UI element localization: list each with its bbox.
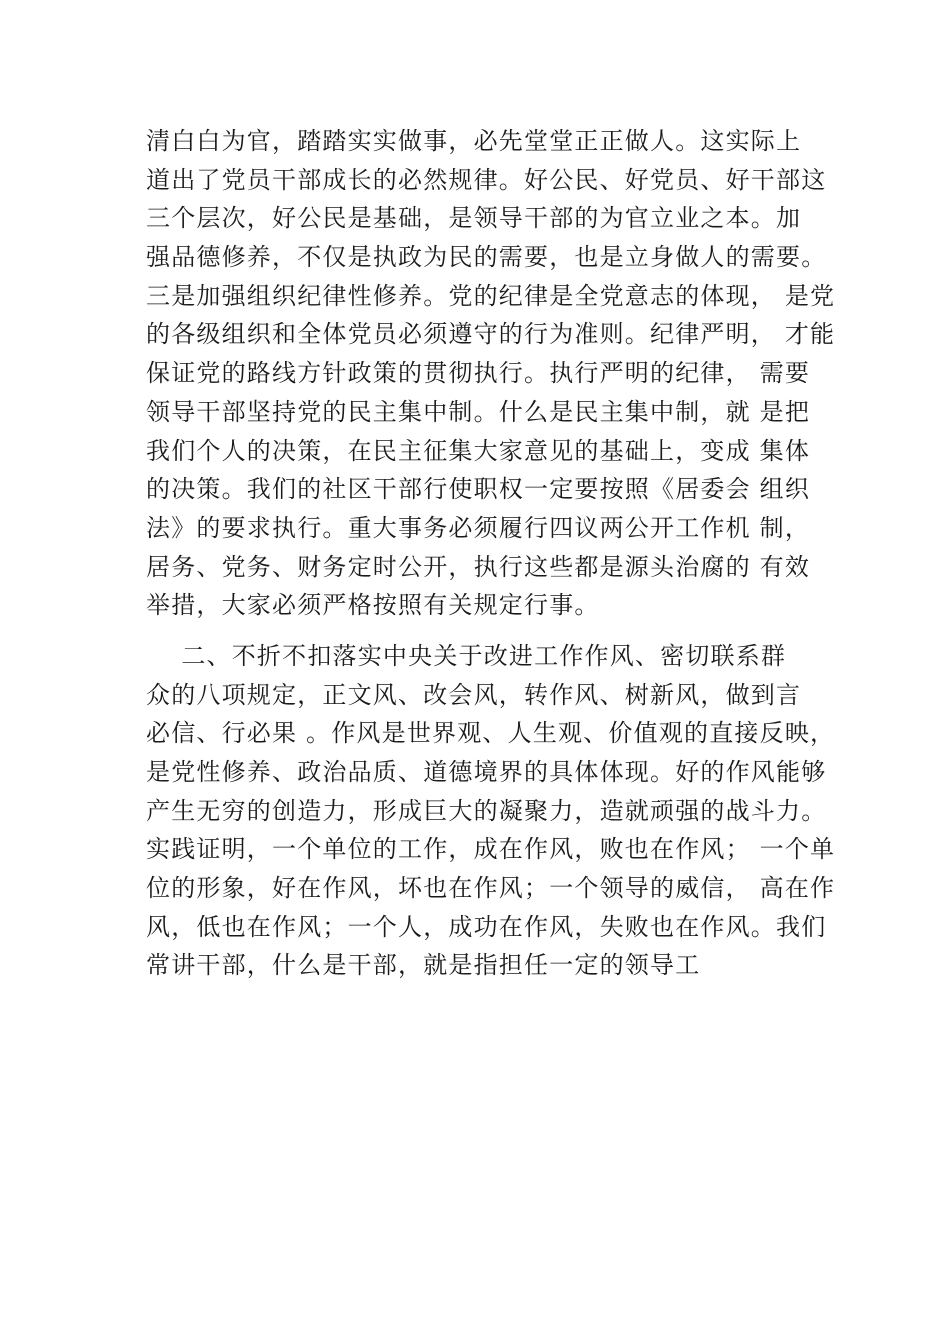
- text-line: 风，低也在作风；一个人，成功在作风，失败也在作风。我们: [146, 912, 827, 941]
- text-line: 常讲干部，什么是干部，就是指担任一定的领导工: [146, 951, 701, 980]
- paragraph-spacer: [146, 625, 846, 637]
- text-line: 必信、行必果 。作风是世界观、人生观、价值观的直接反映，: [146, 719, 836, 748]
- text-line: 举措，大家必须严格按照有关规定行事。: [146, 591, 600, 620]
- paragraph-1: [146, 122, 846, 625]
- text-line: 的决策。我们的社区干部行使职权一定要按照《居委会 组织: [146, 475, 811, 504]
- text-line: 道出了党员干部成长的必然规律。好公民、好党员、好干部这: [146, 165, 827, 194]
- text-line: 产生无穷的创造力，形成巨大的凝聚力，造就顽强的战斗力。: [146, 796, 827, 825]
- text-line: 三个层次，好公民是基础，是领导干部的为官立业之本。加: [146, 204, 802, 233]
- text-line: 法》的要求执行。重大事务必须履行四议两公开工作机 制，: [146, 513, 811, 542]
- text-line: 位的形象，好在作风，坏也在作风；一个领导的威信， 高在作: [146, 874, 836, 903]
- text-line: 清白白为官，踏踏实实做事，必先堂堂正正做人。这实际上: [146, 127, 802, 155]
- text-line: 我们个人的决策，在民主征集大家意见的基础上，变成 集体: [146, 436, 811, 465]
- body-text: [146, 122, 846, 985]
- text-line: 保证党的路线方针政策的贯彻执行。执行严明的纪律， 需要: [146, 359, 811, 388]
- text-line: 实践证明，一个单位的工作，成在作风，败也在作风； 一个单: [146, 835, 836, 864]
- paragraph-2: [146, 637, 846, 985]
- text-line: 的各级组织和全体党员必须遵守的行为准则。纪律严明， 才能: [146, 320, 836, 349]
- text-line: 众的八项规定，正文风、改会风，转作风、树新风，做到言: [146, 680, 802, 709]
- text-line: 强品德修养，不仅是执政为民的需要，也是立身做人的需要。: [146, 243, 827, 272]
- text-line: 居务、党务、财务定时公开，执行这些都是源头治腐的 有效: [146, 552, 811, 581]
- text-line: 是党性修养、政治品质、道德境界的具体体现。好的作风能够: [146, 758, 827, 786]
- text-line: 领导干部坚持党的民主集中制。什么是民主集中制，就 是把: [146, 397, 811, 426]
- text-line: 二、不折不扣落实中央关于改进工作作风、密切联系群: [146, 641, 787, 670]
- text-line: 三是加强组织纪律性修养。党的纪律是全党意志的体现， 是党: [146, 281, 836, 310]
